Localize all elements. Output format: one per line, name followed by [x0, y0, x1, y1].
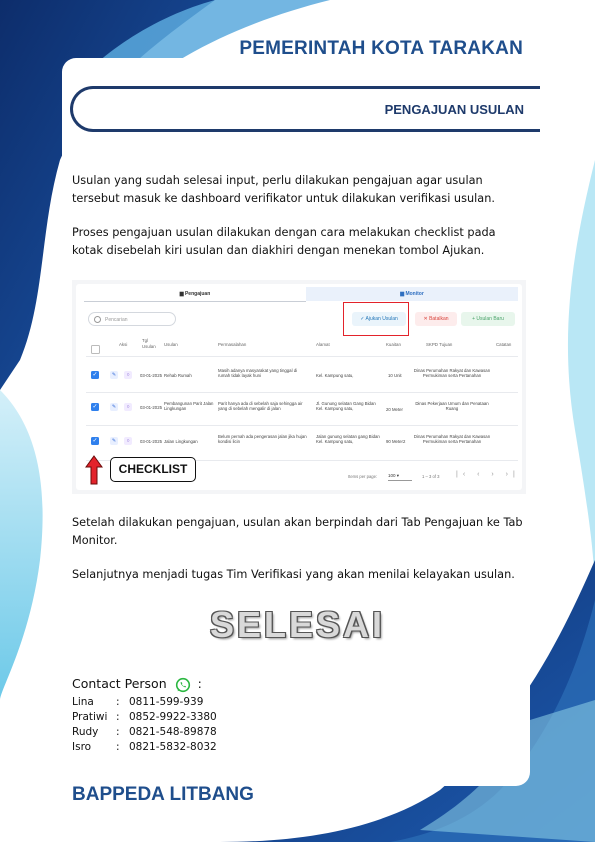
row1-usulan: Rehab Rumah	[164, 373, 192, 378]
row1-masalah: Masih adanya masyarakat yang tinggal di rumah tidak layak huni	[218, 368, 298, 379]
batalkan-label: Batalkan	[429, 316, 449, 322]
row1-tgl: 03-01-2025	[140, 373, 162, 378]
contact-colon: :	[197, 676, 202, 691]
ajukan-highlight-box	[343, 302, 409, 336]
paragraph-after-submit: Setelah dilakukan pengajuan, usulan akan berpindah dari Tab Pengajuan ke Tab Monitor.	[72, 516, 523, 547]
contact-name: Rudy	[72, 726, 99, 738]
row3-usulan: Jalan Lingkungan	[164, 439, 198, 444]
header-permasalahan: Permasalahan	[218, 342, 247, 347]
row3-masalah: Belum pernah ada pengerasan jalan jika hujan kondisi licin	[218, 434, 307, 445]
contact-name: Pratiwi	[72, 711, 108, 723]
header-kuantitas: Kuaitan	[386, 342, 401, 347]
contact-heading	[72, 676, 202, 693]
usulan-baru-button[interactable]: + Usulan Baru	[461, 312, 515, 326]
batalkan-button[interactable]: ✕ Batalkan	[415, 312, 457, 326]
edit-icon[interactable]: ✎	[111, 372, 117, 378]
items-per-page-label: Items per page:	[348, 474, 378, 479]
row2-skpd: Dinas Pekerjaan Umum dan Penataan Ruang	[415, 401, 489, 412]
tab-pengajuan-label: Pengajuan	[184, 291, 211, 297]
pagination-controls[interactable]: |‹ ‹ › ›|	[456, 471, 520, 478]
pagination-range: 1 – 3 of 3	[422, 474, 440, 479]
contact-phone: 0821-5832-8032	[129, 741, 217, 753]
ajukan-usulan-button[interactable]: ✓ Ajukan Usulan	[352, 312, 406, 326]
header-usulan: Usulan	[164, 342, 178, 347]
paragraph-verification: Selanjutnya menjadi tugas Tim Verifikasi yang akan menilai kelayakan usulan.	[72, 568, 515, 581]
paragraph-intro: Usulan yang sudah selesai input, perlu dilakukan pengajuan agar usulan tersebut masuk ke dashboard verifikator untuk dilakukan verifikasi usulan.	[72, 174, 495, 205]
contact-name: Isro	[72, 741, 92, 753]
footer-organization: BAPPEDA LITBANG	[72, 784, 254, 805]
ajukan-label: Ajukan Usulan	[365, 316, 398, 322]
tab-monitor[interactable]: ▆ Monitor	[306, 287, 518, 301]
usulan-baru-label: Usulan Baru	[476, 316, 504, 322]
edit-icon[interactable]: ✎	[111, 438, 117, 444]
contact-label: Contact Person	[72, 676, 167, 691]
row3-tgl: 03-01-2025	[140, 439, 162, 444]
row2-masalah: Parit hanya ada di sebelah saja sehingga air yang di sebelah mengalir di jalan	[218, 401, 303, 412]
tab-pengajuan[interactable]: ▆ Pengajuan	[84, 287, 306, 302]
items-per-page-select[interactable]: 100 ▾	[388, 471, 412, 481]
row3-skpd: Dinas Perumahan Rakyat dan Kawasan Permukiman serta Pertanahan	[413, 434, 491, 445]
search-placeholder: Pencarian	[105, 317, 128, 323]
view-icon[interactable]: ○	[124, 403, 132, 411]
header-catatan: Catatan	[496, 342, 512, 347]
row-checkbox[interactable]: ✓	[92, 404, 98, 410]
header-tgl: Tgl Usulan	[142, 338, 156, 349]
contact-separator: :	[116, 741, 120, 753]
row-checkbox[interactable]: ✓	[92, 438, 98, 444]
row1-alamat: Kel. Kampung satu,	[316, 373, 354, 378]
contact-separator: :	[116, 726, 120, 738]
row1-skpd: Dinas Perumahan Rakyat dan Kawasan Permukiman serta Pertanahan	[413, 368, 491, 379]
row2-qty: 20 Meter	[386, 407, 403, 412]
row2-tgl: 03-01-2025	[140, 405, 162, 410]
selesai-heading: SELESAI	[209, 604, 386, 645]
section-title: PENGAJUAN USULAN	[384, 102, 524, 117]
row2-alamat: Jl. Gunung selatan Gang Bidan Kel. Kampung satu,	[316, 401, 376, 412]
section-banner	[70, 86, 540, 132]
row-checkbox[interactable]: ✓	[92, 372, 98, 378]
search-icon	[94, 316, 101, 323]
row1-qty: 10 Unit	[388, 373, 402, 378]
row3-alamat: Jalan gunung selatan gang Bidan Kel. Kampung satu,	[316, 434, 380, 445]
row3-qty: 90 Meter2	[386, 439, 406, 444]
view-icon[interactable]: ○	[124, 437, 132, 445]
contact-phone: 0852-9922-3380	[129, 711, 217, 723]
row-divider	[86, 392, 518, 393]
search-input[interactable]	[88, 312, 176, 326]
row2-usulan: Pembangunan Parit Jalan Lingkungan	[164, 401, 214, 412]
select-all-checkbox[interactable]	[91, 345, 100, 354]
header-alamat: Alamat	[316, 342, 330, 347]
organization-title: PEMERINTAH KOTA TARAKAN	[239, 38, 523, 59]
per-page-value: 100	[388, 473, 396, 478]
tab-monitor-label: Monitor	[405, 291, 424, 297]
edit-icon[interactable]: ✎	[111, 404, 117, 410]
row-divider	[86, 425, 518, 426]
header-skpd: SKPD Tujuan	[426, 342, 453, 347]
checklist-callout: CHECKLIST	[110, 457, 196, 482]
row-divider	[86, 356, 518, 357]
contact-name: Lina	[72, 696, 94, 708]
view-icon[interactable]: ○	[124, 371, 132, 379]
arrow-up-icon	[85, 455, 103, 485]
contact-phone: 0821-548-89878	[129, 726, 217, 738]
contact-separator: :	[116, 696, 120, 708]
contact-phone: 0811-599-939	[129, 696, 204, 708]
paragraph-process: Proses pengajuan usulan dilakukan dengan cara melakukan checklist pada kotak disebelah kiri usulan dan diakhiri dengan menekan tombol Ajukan.	[72, 226, 496, 257]
contact-separator: :	[116, 711, 120, 723]
header-aksi: Aksi	[119, 342, 128, 347]
whatsapp-icon	[175, 677, 191, 693]
